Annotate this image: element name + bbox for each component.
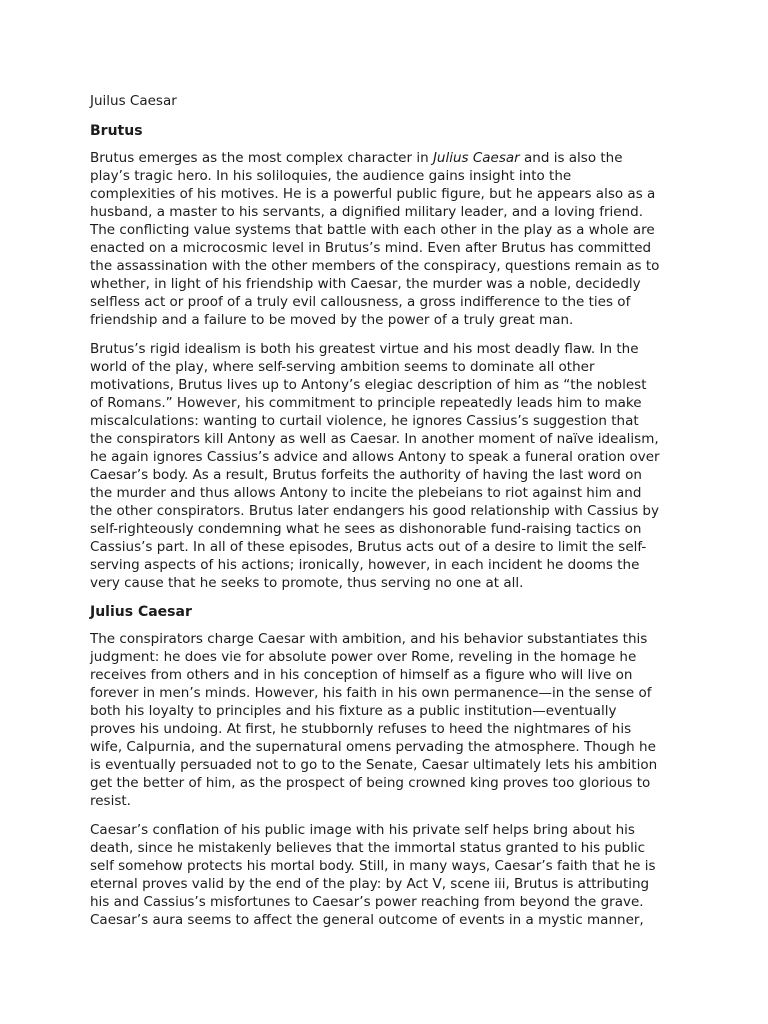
text-run: Brutus’s rigid idealism is both his greatest virtue and his most deadly flaw. In the world of the play, where self-serving ambition seems to dominate all other motivations, Brutus lives up to Antony’s elegiac description of him as “the noblest of Romans.” However, his commitment to principle repeatedly leads him to make miscalculations: wanting to curtail violence, he ignores Cassius’s suggestion that the conspirators kill Antony as well as Caesar. In another moment of naïve idealism, he again ignores Cassius’s advice and allows Antony to speak a funeral oration over Caesar’s body. As a result, Brutus forfeits the authority of having the last word on the murder and thus allows Antony to incite the plebeians to riot against him and the other conspirators. Brutus later endangers his good relationship with Cassius by self-righteously condemning what he sees as dishonorable fund-raising tactics on Cassius’s part. In all of these episodes, Brutus acts out of a desire to limit the self-serving aspects of his actions; ironically, however, in each incident he dooms the very cause that he seeks to promote, thus serving no one at all. [90, 341, 660, 591]
paragraph [90, 340, 660, 592]
italic-title-run: Julius Caesar [432, 150, 520, 166]
section-heading-julius-caesar: Julius Caesar [90, 604, 192, 620]
paragraph [90, 821, 660, 929]
text-run: Brutus emerges as the most complex character in [90, 150, 433, 166]
section-heading-brutus: Brutus [90, 123, 143, 139]
text-run: and is also the play’s tragic hero. In his soliloquies, the audience gains insight into the complexities of his motives. He is a powerful public figure, but he appears also as a husband, a master to his servants, a dignified military leader, and a loving friend. The conflicting value systems that battle with each other in the play as a whole are enacted on a microcosmic level in Brutus’s mind. Even after Brutus has committed the assassination with the other members of the conspiracy, questions remain as to whether, in light of his friendship with Caesar, the murder was a noble, decidedly selfless act or proof of a truly evil callousness, a gross indifference to the ties of friendship and a failure to be moved by the power of a truly great man. [90, 150, 660, 328]
text-run: The conspirators charge Caesar with ambition, and his behavior substantiates this judgment: he does vie for absolute power over Rome, reveling in the homage he receives from others and in his conception of himself as a figure who will live on forever in men’s minds. However, his faith in his own permanence—in the sense of both his loyalty to principles and his fixture as a public institution—eventually proves his undoing. At first, he stubbornly refuses to heed the nightmares of his wife, Calpurnia, and the supernatural omens pervading the atmosphere. Though he is eventually persuaded not to go to the Senate, Caesar ultimately lets his ambition get the better of him, as the prospect of being crowned king proves too glorious to resist. [90, 631, 658, 809]
paragraph [90, 630, 660, 810]
paragraph [90, 149, 660, 329]
text-run: Caesar’s conflation of his public image with his private self helps bring about his death, since he mistakenly believes that the immortal status granted to his public self somehow protects his mortal body. Still, in many ways, Caesar’s faith that he is eternal proves valid by the end of the play: by Act V, scene iii, Brutus is attributing his and Cassius’s misfortunes to Caesar’s power reaching from beyond the grave. Caesar’s aura seems to affect the general outcome of events in a mystic manner, [90, 822, 656, 928]
document-title: Juilus Caesar [90, 93, 177, 109]
